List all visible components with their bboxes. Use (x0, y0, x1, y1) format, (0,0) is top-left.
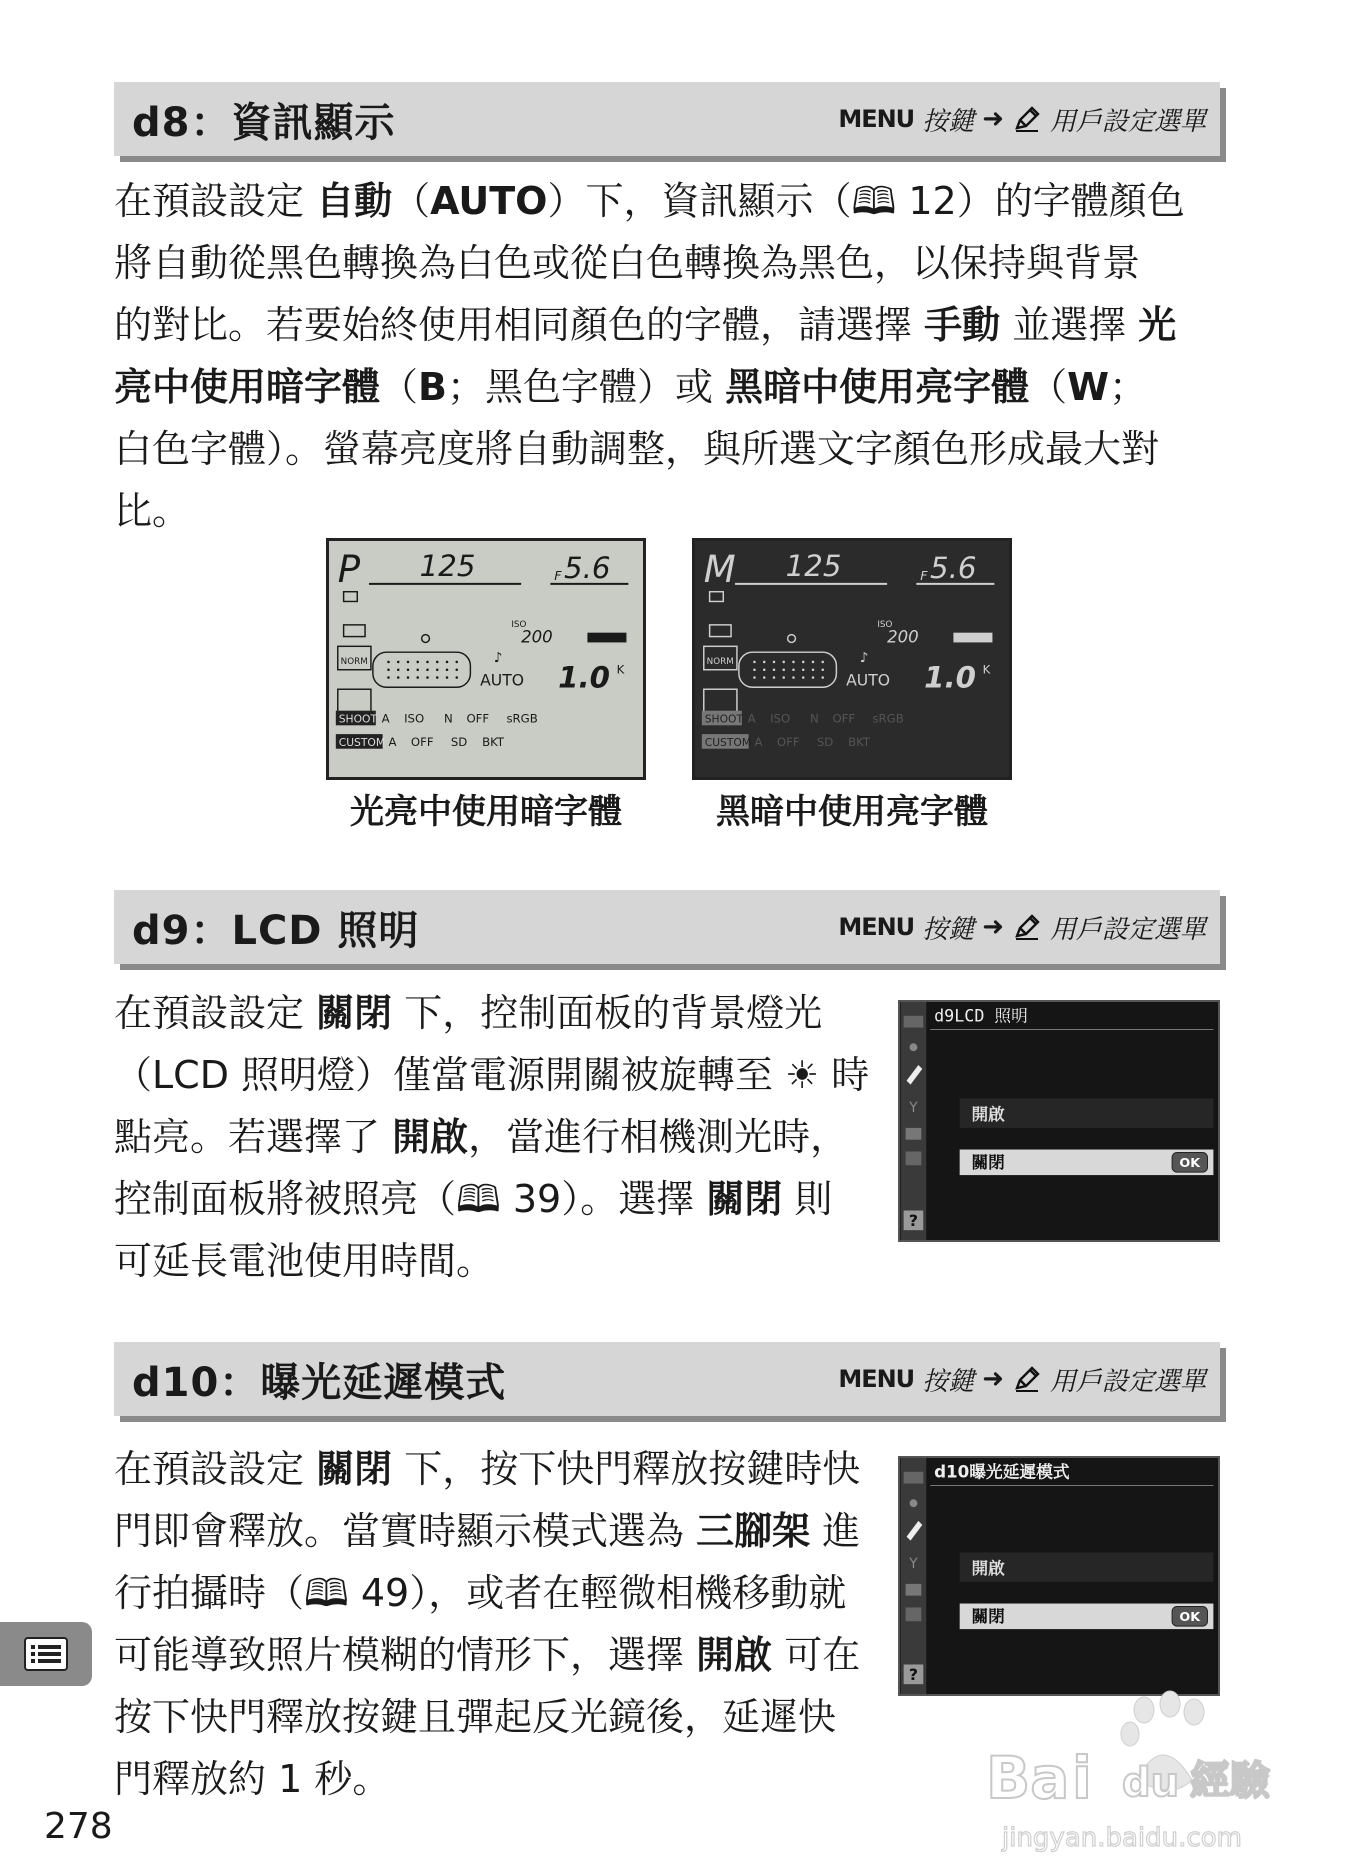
menu-path-dest: 用戶設定選單 (1049, 1366, 1206, 1397)
svg-text:sRGB: sRGB (506, 711, 538, 726)
menu-option-off[interactable]: 關閉 (971, 1152, 1005, 1173)
svg-text:SD: SD (816, 734, 834, 749)
svg-text:OFF: OFF (776, 734, 800, 749)
lcd-dark-text-illustration (326, 538, 646, 780)
svg-text:A: A (381, 711, 390, 726)
menu-key-label: MENU (838, 913, 915, 941)
pencil-icon (1012, 104, 1042, 134)
svg-text:i: i (1072, 1744, 1092, 1812)
caption-light-text: 黑暗中使用亮字體 (716, 792, 988, 832)
text-line: 亮中使用暗字體（B；黑色字體）或 黑暗中使用亮字體（W； (114, 365, 1148, 409)
text-line: 可能導致照片模糊的情形下，選擇 開啟 可在 (114, 1633, 861, 1677)
svg-text:F: F (554, 568, 562, 584)
svg-text:OFF: OFF (832, 711, 856, 726)
menu-path-dest: 用戶設定選單 (1049, 914, 1206, 945)
text-line: 在預設設定 關閉 下，按下快門釋放按鍵時快 (114, 1447, 861, 1491)
menu-path-text: 按鍵 (922, 106, 975, 137)
menu-title: d9LCD 照明 (934, 1005, 1028, 1026)
lcd-remaining: 1.0 (558, 660, 610, 695)
svg-text:BKT: BKT (482, 734, 505, 749)
text-line: 在預設設定 關閉 下，控制面板的背景燈光 (114, 991, 823, 1035)
d9-paragraph (114, 982, 884, 1292)
svg-text:經驗: 經驗 (1190, 1758, 1270, 1804)
svg-text:K: K (982, 662, 991, 677)
svg-text:A: A (747, 711, 756, 726)
d10-menu-screenshot (898, 1456, 1220, 1696)
svg-text:A: A (388, 734, 397, 749)
menu-path (838, 909, 1206, 946)
arrow-icon: ➜ (982, 104, 1004, 134)
arrow-icon: ➜ (982, 1364, 1004, 1394)
text-line: 白色字體）。螢幕亮度將自動調整，與所選文字顏色形成最大對 (114, 427, 1160, 471)
menu-path (838, 101, 1206, 138)
svg-text:♪: ♪ (493, 649, 503, 666)
svg-text:Y: Y (909, 1100, 918, 1117)
menu-path-text: 按鍵 (922, 914, 975, 945)
svg-text:ISO: ISO (404, 711, 425, 726)
lcd-remaining: 1.0 (924, 660, 976, 695)
lcd-shutter: 125 (419, 549, 476, 584)
lcd-aperture: 5.6 (930, 551, 977, 586)
menu-path-dest: 用戶設定選單 (1049, 106, 1206, 137)
d8-paragraph (114, 170, 1185, 542)
text-line: 控制面板將被照亮（🕮 39）。選擇 關閉 則 (114, 1177, 833, 1221)
svg-text:N: N (810, 711, 819, 726)
lcd-wb: AUTO (846, 671, 891, 690)
svg-text:SHOOT: SHOOT (338, 712, 378, 726)
section-title: d10：曝光延遲模式 (132, 1359, 507, 1406)
svg-text:du: du (1122, 1760, 1180, 1806)
svg-text:F: F (920, 568, 928, 584)
svg-text:BKT: BKT (848, 734, 871, 749)
section-header-d10 (114, 1342, 1220, 1416)
text-line: 門即會釋放。當實時顯示模式選為 三腳架 進 (114, 1509, 861, 1553)
svg-text:♪: ♪ (859, 649, 869, 666)
svg-text:NORM: NORM (706, 656, 734, 667)
svg-text:ISO: ISO (877, 619, 893, 630)
caption-dark-text: 光亮中使用暗字體 (350, 792, 622, 832)
svg-text:ISO: ISO (770, 711, 791, 726)
svg-text:?: ? (908, 1665, 919, 1685)
svg-text:SD: SD (450, 734, 468, 749)
lcd-iso: 200 (887, 627, 919, 647)
d9-menu-screenshot (898, 1000, 1220, 1242)
menu-path-text: 按鍵 (922, 1366, 975, 1397)
menu-key-label: MENU (838, 105, 915, 133)
svg-text:Y: Y (909, 1556, 918, 1573)
text-line: 比。 (114, 489, 191, 533)
page-number: 278 (44, 1806, 113, 1847)
menu-list-icon (23, 1636, 69, 1672)
svg-text:Ba: Ba (986, 1744, 1070, 1812)
svg-text:NORM: NORM (340, 656, 368, 667)
lcd-wb: AUTO (480, 671, 525, 690)
section-header-d9 (114, 890, 1220, 964)
lcd-iso: 200 (521, 627, 553, 647)
lcd-aperture: 5.6 (564, 551, 611, 586)
ok-badge: OK (1179, 1156, 1201, 1172)
baidu-watermark (972, 1690, 1292, 1860)
ok-badge: OK (1179, 1610, 1201, 1626)
pencil-icon (1012, 912, 1042, 942)
menu-title: d10曝光延遲模式 (934, 1461, 1070, 1482)
section-header-d8 (114, 82, 1220, 156)
svg-text:OFF: OFF (410, 734, 434, 749)
lcd-mode: P (337, 547, 361, 591)
lcd-shutter: 125 (785, 549, 842, 584)
svg-text:K: K (616, 662, 625, 677)
menu-option-on[interactable]: 開啟 (971, 1558, 1005, 1579)
lcd-light-text-illustration (692, 538, 1012, 780)
svg-text:CUSTOM: CUSTOM (338, 735, 386, 749)
text-line: 按下快門釋放按鍵且彈起反光鏡後，延遲快 (114, 1695, 837, 1739)
text-line: 可延長電池使用時間。 (114, 1239, 495, 1283)
svg-text:ISO: ISO (511, 619, 527, 630)
custom-settings-tab (0, 1622, 92, 1686)
text-line: 在預設設定 自動（AUTO）下，資訊顯示（🕮 12）的字體顏色 (114, 179, 1185, 223)
svg-text:OFF: OFF (466, 711, 490, 726)
svg-text:CUSTOM: CUSTOM (704, 735, 752, 749)
watermark-url: jingyan.baidu.com (1002, 1823, 1242, 1853)
text-line: 點亮。若選擇了 開啟，當進行相機測光時， (114, 1115, 849, 1159)
text-line: 門釋放約 1 秒。 (114, 1757, 391, 1801)
menu-key-label: MENU (838, 1365, 915, 1393)
d10-paragraph (114, 1438, 884, 1810)
lcd-mode: M (703, 547, 736, 591)
svg-text:A: A (754, 734, 763, 749)
text-line: 行拍攝時（🕮 49），或者在輕微相機移動就 (114, 1571, 847, 1615)
menu-option-off[interactable]: 關閉 (971, 1606, 1005, 1627)
menu-path (838, 1361, 1206, 1398)
svg-text:SHOOT: SHOOT (704, 712, 744, 726)
svg-text:sRGB: sRGB (872, 711, 904, 726)
arrow-icon: ➜ (982, 912, 1004, 942)
section-title: d9：LCD 照明 (132, 907, 420, 954)
text-line: 的對比。若要始終使用相同顏色的字體，請選擇 手動 並選擇 光 (114, 303, 1177, 347)
menu-option-on[interactable]: 開啟 (971, 1104, 1005, 1125)
text-line: 將自動從黑色轉換為白色或從白色轉換為黑色，以保持與背景 (114, 241, 1141, 285)
text-line: （LCD 照明燈）僅當電源開關被旋轉至 ☀ 時 (114, 1053, 870, 1097)
pencil-icon (1012, 1364, 1042, 1394)
svg-text:N: N (444, 711, 453, 726)
backlight-icon: ☀ (785, 1053, 820, 1097)
svg-text:?: ? (908, 1211, 919, 1231)
section-title: d8：資訊顯示 (132, 99, 396, 146)
